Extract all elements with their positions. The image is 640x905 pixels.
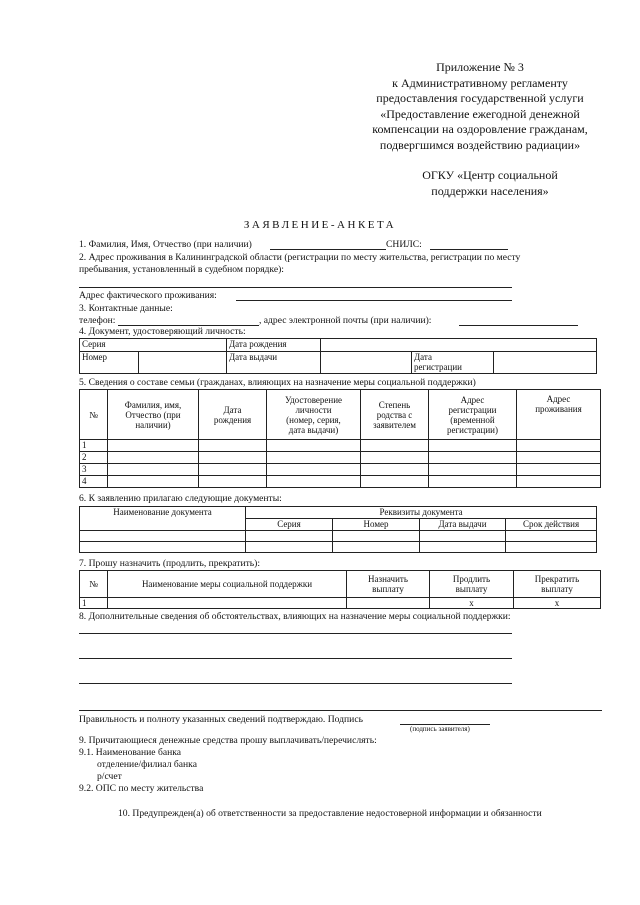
table-cell[interactable] [361,476,429,488]
appendix-line: подвергшимся воздействию радиации» [379,137,581,152]
item-5-label: 5. Сведения о составе семьи (гражданах, влияющих на назначение меры социальной поддержки) [79,377,476,388]
item-10-label: 10. Предупрежден(а) об ответственности за предоставление недостоверной информации и обязанности [118,808,542,819]
measures-table [79,570,601,609]
measure-col-stop: Прекратить выплату [514,571,601,598]
item-1-label: 1. Фамилия, Имя, Отчество (при наличии) [79,239,252,250]
table-cell[interactable] [333,542,420,553]
table-cell[interactable] [361,452,429,464]
doc-series-header: Серия [246,519,333,531]
table-row [80,531,597,542]
appendix-line: к Административному регламенту [392,75,568,90]
id-reg-date-label: Дата регистрации [412,352,494,374]
table-cell[interactable] [267,476,361,488]
table-cell[interactable] [267,452,361,464]
table-cell[interactable] [429,452,517,464]
family-col-num: № [80,390,108,440]
row-number: 4 [80,476,108,488]
doc-details-header: Реквизиты документа [246,507,597,519]
measure-col-num: № [80,571,108,598]
table-cell[interactable] [199,464,267,476]
table-cell[interactable] [267,464,361,476]
table-row [80,598,601,609]
row-number: 3 [80,464,108,476]
form-title: ЗАЯВЛЕНИЕ-АНКЕТА [243,219,397,231]
id-document-table [79,338,597,374]
doc-name-header: Наименование документа [80,507,246,531]
family-col-birth: Дата рождения [199,390,267,440]
bank-branch-label: отделение/филиал банка [97,759,197,770]
doc-issue-header: Дата выдачи [420,519,506,531]
table-cell[interactable] [333,531,420,542]
table-cell[interactable] [506,531,597,542]
id-reg-date-value[interactable] [494,352,597,374]
table-cell[interactable] [517,452,601,464]
table-cell[interactable] [108,452,199,464]
table-cell[interactable] [246,542,333,553]
table-cell[interactable] [108,476,199,488]
table-cell[interactable] [80,531,246,542]
table-cell[interactable] [199,476,267,488]
table-row [80,464,601,476]
appendix-header [340,60,620,153]
table-cell[interactable] [361,440,429,452]
org-line: ОГКУ «Центр социальной [422,168,558,182]
table-cell[interactable] [246,531,333,542]
table-row [80,542,597,553]
table-row [80,476,601,488]
snils-label: СНИЛС: [386,239,422,250]
item-7-label: 7. Прошу назначить (продлить, прекратить): [79,558,261,569]
family-col-reg-address: Адрес регистрации (временной регистрации) [429,390,517,440]
id-issue-date-value[interactable] [321,352,412,374]
item-4-label: 4. Документ, удостоверяющий личность: [79,326,246,337]
organization-name [390,168,590,199]
extend-cell[interactable]: x [430,598,514,609]
table-cell[interactable] [361,464,429,476]
table-cell[interactable] [517,476,601,488]
table-cell[interactable] [506,542,597,553]
table-cell[interactable] [108,440,199,452]
additional-info-line[interactable] [79,683,512,684]
table-cell[interactable] [517,464,601,476]
item-2-label: 2. Адрес проживания в Калининградской области (регистрации по месту жительства, регистрации по месту [79,252,521,263]
row-number: 2 [80,452,108,464]
id-issue-date-label: Дата выдачи [227,352,321,374]
email-field[interactable] [459,325,578,326]
id-number-label: Номер [80,352,139,374]
email-label: , адрес электронной почты (при наличии): [259,315,432,326]
appendix-line: «Предоставление ежегодной денежной [380,106,580,121]
item-8-label: 8. Дополнительные сведения об обстоятельствах, влияющих на назначение меры социальной поддержки: [79,611,511,622]
item-6-label: 6. К заявлению прилагаю следующие документы: [79,493,282,504]
org-line: поддержки населения» [431,183,549,198]
table-cell[interactable] [429,464,517,476]
additional-info-line[interactable] [79,633,512,634]
additional-info-line[interactable] [79,658,512,659]
family-col-address: Адрес проживания [517,390,601,440]
stop-cell[interactable]: x [514,598,601,609]
appendix-line: Приложение № 3 [436,60,524,74]
table-cell[interactable] [429,476,517,488]
documents-table [79,506,597,553]
table-cell[interactable] [199,440,267,452]
snils-field[interactable] [430,249,508,250]
signature-caption: (подпись заявителя) [410,725,470,733]
id-birth-date-label: Дата рождения [227,339,321,352]
id-birth-date-value[interactable] [321,339,597,352]
table-cell[interactable] [199,452,267,464]
fio-field[interactable] [270,249,386,250]
item-9-1-label: 9.1. Наименование банка [79,747,182,758]
row-number: 1 [80,598,108,609]
appendix-line: компенсации на оздоровление гражданам, [372,122,588,136]
appendix-line: предоставления государственной услуги [376,91,584,105]
table-cell[interactable] [108,464,199,476]
measure-col-name: Наименование меры социальной поддержки [108,571,347,598]
assign-cell[interactable] [347,598,430,609]
measure-col-assign: Назначить выплату [347,571,430,598]
registration-address-field[interactable] [79,287,512,288]
bank-account-label: р/счет [97,771,122,782]
actual-address-label: Адрес фактического проживания: [79,290,217,301]
measure-name-cell[interactable] [108,598,347,609]
item-9-2-label: 9.2. ОПС по месту жительства [79,783,204,794]
confirm-label: Правильность и полноту указанных сведений подтверждаю. Подпись [79,714,363,725]
item-3-label: 3. Контактные данные: [79,303,173,314]
item-2-label-cont: пребывания, установленный в судебном порядке): [79,264,284,275]
id-series-label: Серия [80,339,227,352]
table-row [80,440,601,452]
family-col-name: Фамилия, имя, Отчество (при наличии) [108,390,199,440]
table-cell[interactable] [80,542,246,553]
section-divider [79,710,602,711]
actual-address-field[interactable] [236,300,512,301]
doc-number-header: Номер [333,519,420,531]
id-number-value[interactable] [139,352,227,374]
family-col-id: Удостоверение личности (номер, серия, дата выдачи) [267,390,361,440]
table-cell[interactable] [267,440,361,452]
table-cell[interactable] [420,542,506,553]
table-cell[interactable] [429,440,517,452]
doc-validity-header: Срок действия [506,519,597,531]
row-number: 1 [80,440,108,452]
table-cell[interactable] [517,440,601,452]
table-cell[interactable] [420,531,506,542]
phone-label: телефон: [79,315,116,326]
family-table [79,389,601,488]
family-col-relation: Степень родства с заявителем [361,390,429,440]
table-row [80,452,601,464]
measure-col-extend: Продлить выплату [430,571,514,598]
item-9-label: 9. Причитающиеся денежные средства прошу выплачивать/перечислять: [79,735,377,746]
